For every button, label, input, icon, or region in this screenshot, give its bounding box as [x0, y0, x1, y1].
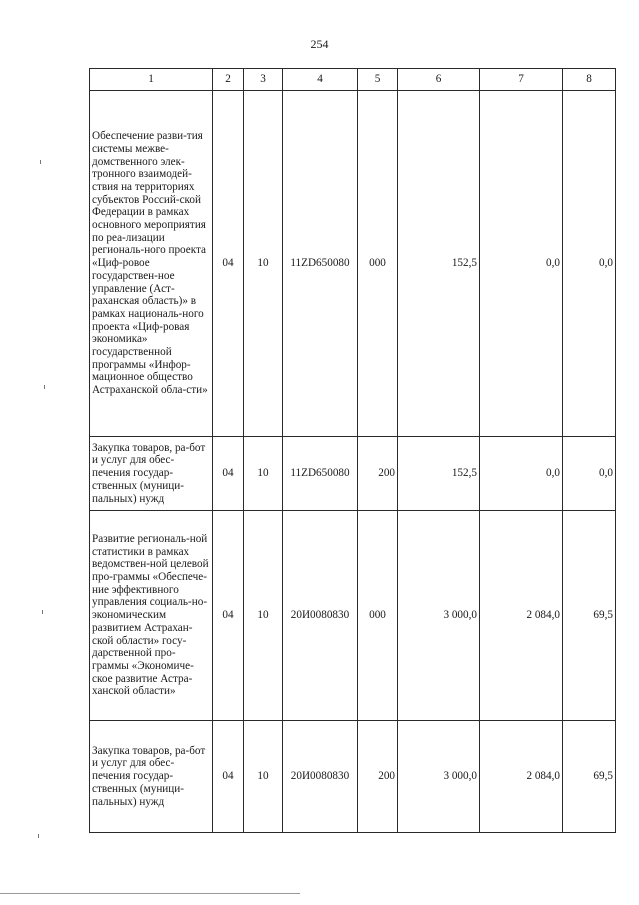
row-expense-type: 000 — [358, 91, 398, 437]
row-section: 04 — [213, 91, 244, 437]
row-expense-type: 200 — [358, 437, 398, 511]
row-target: 11ZD650080 — [283, 91, 358, 437]
scan-mark — [44, 385, 45, 389]
row-value-3: 0,0 — [563, 91, 616, 437]
table-row — [90, 91, 616, 437]
scan-mark — [42, 610, 43, 614]
row-name: Обеспечение разви-тия системы межве-домственного элек-тронного взаимодей-ствия на территориях субъектов Россий-ской Федерации в рамках основного мероприятия по реа-лизации региональ-ного проекта «Циф-ровое государствен-ное управление (Аст-раханская область)» в рамках националь-ного проекта «Циф-ровая экономика» государственной программы «Инфор-мационное общество Астраханской обла-сти» — [90, 91, 213, 437]
budget-table — [89, 68, 616, 833]
header-col-4: 4 — [283, 69, 358, 91]
page-number: 254 — [310, 37, 329, 51]
header-col-7: 7 — [480, 69, 563, 91]
header-col-1: 1 — [90, 69, 213, 91]
bottom-rule — [0, 893, 300, 894]
scan-mark — [40, 160, 41, 164]
row-target: 20И0080830 — [283, 511, 358, 721]
row-target: 11ZD650080 — [283, 437, 358, 511]
row-subsection: 10 — [244, 437, 283, 511]
row-section: 04 — [213, 511, 244, 721]
row-value-3: 69,5 — [563, 511, 616, 721]
row-name: Развитие региональ-ной статистики в рамках ведомствен-ной целевой про-граммы «Обеспече-ние эффективного управления социаль-но-экономическим развитием Астрахан-ской области» госу-дарственной про-граммы «Экономиче-ское развитие Астра-ханской области» — [90, 511, 213, 721]
row-subsection: 10 — [244, 721, 283, 833]
row-expense-type: 000 — [358, 511, 398, 721]
row-value-3: 0,0 — [563, 437, 616, 511]
table-row — [90, 437, 616, 511]
header-col-3: 3 — [244, 69, 283, 91]
row-value-1: 152,5 — [398, 437, 480, 511]
header-col-2: 2 — [213, 69, 244, 91]
row-subsection: 10 — [244, 91, 283, 437]
row-value-1: 152,5 — [398, 91, 480, 437]
row-value-2: 0,0 — [480, 91, 563, 437]
header-col-5: 5 — [358, 69, 398, 91]
header-col-6: 6 — [398, 69, 480, 91]
table-row — [90, 721, 616, 833]
row-value-2: 2 084,0 — [480, 511, 563, 721]
row-value-1: 3 000,0 — [398, 721, 480, 833]
row-name: Закупка товаров, ра-бот и услуг для обес-печения государ-ственных (муници-пальных) нужд — [90, 721, 213, 833]
row-name: Закупка товаров, ра-бот и услуг для обес-печения государ-ственных (муници-пальных) нужд — [90, 437, 213, 511]
row-section: 04 — [213, 721, 244, 833]
row-value-1: 3 000,0 — [398, 511, 480, 721]
row-value-3: 69,5 — [563, 721, 616, 833]
row-target: 20И0080830 — [283, 721, 358, 833]
row-value-2: 0,0 — [480, 437, 563, 511]
row-subsection: 10 — [244, 511, 283, 721]
table-row — [90, 511, 616, 721]
header-row — [90, 69, 616, 91]
row-value-2: 2 084,0 — [480, 721, 563, 833]
header-col-8: 8 — [563, 69, 616, 91]
row-section: 04 — [213, 437, 244, 511]
scan-mark — [38, 834, 39, 838]
row-expense-type: 200 — [358, 721, 398, 833]
